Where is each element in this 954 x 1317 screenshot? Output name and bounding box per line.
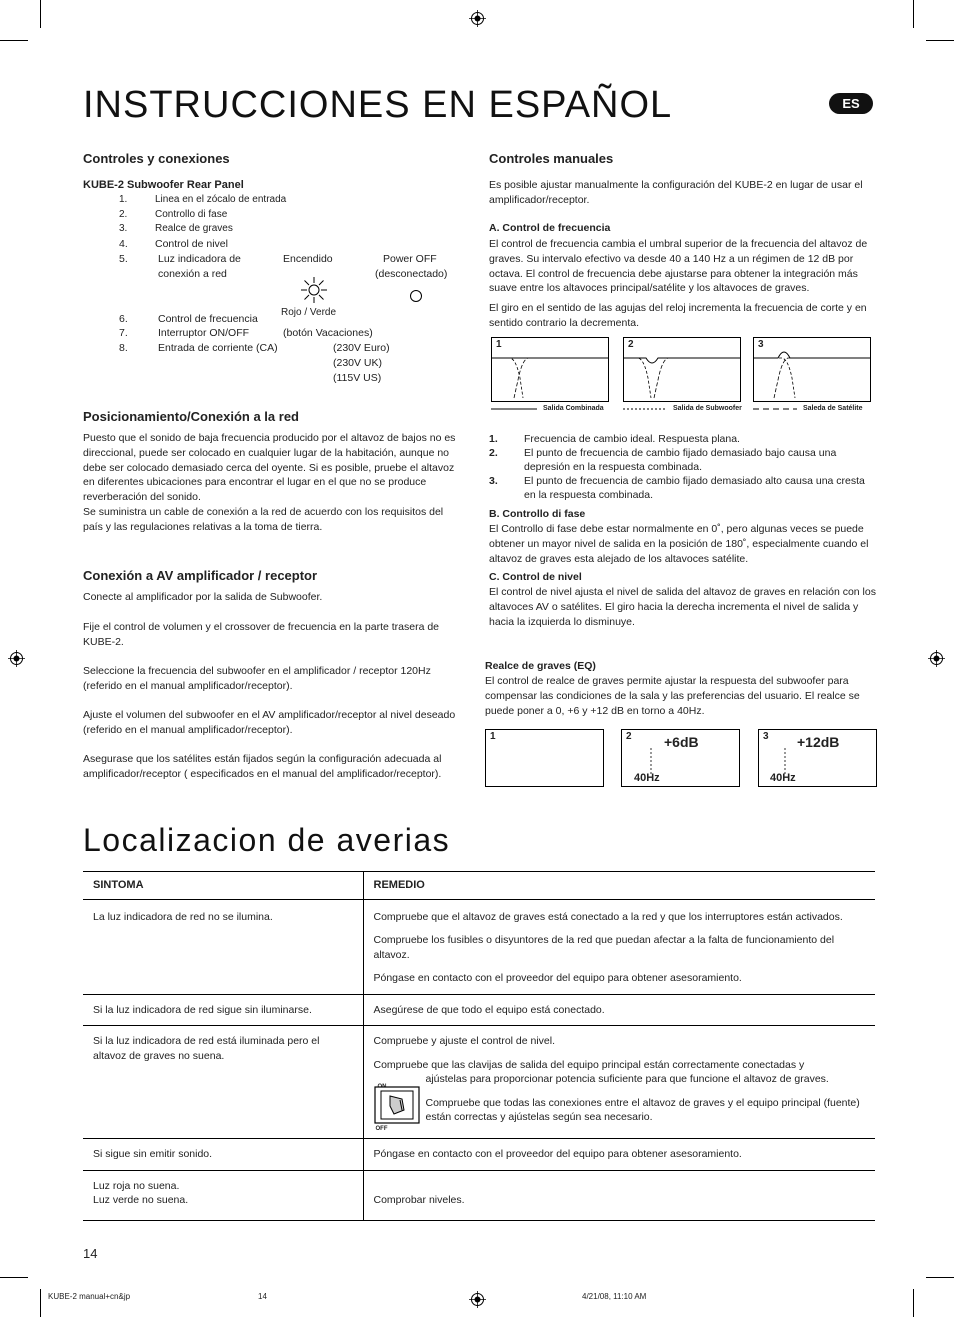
- voltage-option: (230V UK): [333, 357, 383, 369]
- crop-mark: [913, 1289, 914, 1317]
- section-heading-manual: Controles manuales: [489, 151, 614, 166]
- remedy-text: Compruebe los fusibles o disyuntores de la red que puedan afectar a la falta de funcionamiento del altavoz.: [373, 934, 835, 961]
- registration-mark-icon: [469, 10, 486, 27]
- column-header: SINTOMA: [83, 872, 363, 900]
- paragraph: Fije el control de volumen y el crossover de frecuencia en la parte trasera de KUBE-2.: [83, 621, 440, 648]
- section-heading-positioning: Posicionamiento/Conexión a la red: [83, 409, 299, 424]
- led-on-icon: [299, 275, 329, 305]
- remedy-text: ajústelas para proporcionar potencia suficiente para que funcione el altavoz de graves.: [425, 1073, 829, 1085]
- registration-mark-icon: [469, 1291, 486, 1308]
- eq-box-1: 1: [485, 729, 604, 787]
- list-item: 1. Frecuencia de cambio ideal. Respuesta plana.: [489, 433, 740, 445]
- list-item-number: 6.: [119, 313, 128, 325]
- legend-label: Saleda de Satélite: [803, 405, 863, 412]
- troubleshooting-title: Localizacion de averias: [83, 822, 451, 858]
- list-item: 2. Controllo di fase: [119, 208, 228, 220]
- list-item-label: Luz indicadora de: [158, 253, 241, 265]
- rear-panel-list: [119, 193, 459, 251]
- legend-label: Salida Combinada: [543, 405, 604, 412]
- legend-label: Salida de Subwoofer: [673, 405, 742, 412]
- legend-line-dashed-icon: [753, 407, 797, 411]
- crop-mark: [40, 0, 41, 28]
- eq-box-2: 2 +6dB 40Hz: [621, 729, 740, 787]
- subheading-frequency: A. Control de frecuencia: [489, 222, 611, 234]
- eq-marker-icon: [783, 748, 787, 774]
- paragraph: Seleccione la frecuencia del subwoofer en el amplificador / receptor 120Hz (referido en el manual amplificador/receptor).: [83, 665, 431, 692]
- print-slug-date: 4/21/08, 11:10 AM: [582, 1292, 647, 1301]
- symptom-text: Luz verde no suena.: [93, 1194, 189, 1206]
- led-off-icon: [408, 288, 424, 304]
- list-item: 1. Linea en el zócalo de entrada: [119, 194, 287, 205]
- crossover-graph-3: 3: [753, 337, 871, 402]
- remedy-text: Póngase en contacto con el proveedor del equipo para obtener asesoramiento.: [373, 1148, 742, 1160]
- remedy-text: Compruebe y ajuste el control de nivel.: [373, 1035, 556, 1047]
- legend-line-solid-icon: [491, 407, 537, 411]
- list-item: 4. Control de nivel: [119, 237, 228, 250]
- paragraph: El control de realce de graves permite ajustar la respuesta del subwoofer para compensar las condiciones de la sala y las preferencias del usuario. El realce se puede poner a 0, +6 y +12 dB en torno a 40Hz.: [485, 675, 860, 717]
- symptom-text: Luz roja no suena.: [93, 1179, 180, 1192]
- paragraph: Asegurase que los satélites están fijados según la configuración adecuada al amplificador/receptor ( especificados en el manual del amplificador/receptor).: [83, 753, 442, 780]
- symptom-text: Si la luz indicadora de red está iluminada pero el altavoz de graves no suena.: [93, 1035, 320, 1062]
- crop-mark: [40, 1289, 41, 1317]
- legend-line-dotted-icon: [623, 407, 667, 411]
- page-title: INSTRUCCIONES EN ESPAÑOL: [83, 84, 673, 126]
- list-item-label: conexión a red: [158, 268, 227, 280]
- crossover-graph-2: 2: [623, 337, 741, 402]
- list-item-number: 5.: [119, 253, 128, 265]
- eq-freq-label: 40Hz: [770, 772, 796, 784]
- registration-mark-icon: [8, 650, 25, 667]
- eq-gain-label: +6dB: [664, 734, 699, 750]
- paragraph: Conecte al amplificador por la salida de Subwoofer.: [83, 591, 323, 603]
- subheading-level: C. Control de nivel: [489, 571, 582, 583]
- page-number: 14: [83, 1246, 98, 1261]
- remedy-text: Asegúrese de que todo el equipo está conectado.: [373, 1003, 605, 1016]
- troubleshooting-table: [83, 871, 875, 1221]
- print-slug-page: 14: [258, 1292, 267, 1301]
- remedy-text: Compruebe que todas las conexiones entre el altavoz de graves y el equipo principal (fuente) están correctas y ajústelas según sea necesario.: [425, 1096, 860, 1123]
- crop-mark: [926, 1277, 954, 1278]
- list-item: 3. El punto de frecuencia de cambio fijado demasiado alto causa una cresta en la respuesta combinada.: [489, 475, 865, 501]
- table-header-row: [83, 872, 875, 900]
- crop-mark: [913, 0, 914, 28]
- remedy-text: Comprobar niveles.: [373, 1194, 465, 1206]
- eq-gain-label: +12dB: [797, 734, 840, 750]
- paragraph: El giro en el sentido de las agujas del reloj incrementa la frecuencia de corte y en sentido contrario la decrementa.: [489, 302, 867, 329]
- desconectado-label: (desconectado): [375, 268, 448, 280]
- encendido-label: Encendido: [283, 253, 333, 265]
- column-header: REMEDIO: [363, 872, 875, 900]
- table-row: [83, 1026, 875, 1139]
- list-item-number: 7.: [119, 327, 128, 339]
- paragraph: Ajuste el volumen del subwoofer en el AV amplificador/receptor al nivel deseado (referido en el manual amplificador/receptor).: [83, 709, 456, 736]
- table-row: [83, 899, 875, 994]
- paragraph: Se suministra un cable de conexión a la red de acuerdo con los requisitos del país y las regulaciones relativas a la toma de tierra.: [83, 506, 444, 533]
- list-item-extra: (botón Vacaciones): [283, 327, 373, 339]
- remedy-text: Compruebe que las clavijas de salida del equipo principal están correctamente conectadas y: [373, 1058, 805, 1071]
- list-item-label: Control de frecuencia: [158, 313, 258, 325]
- symptom-text: La luz indicadora de red no se ilumina.: [93, 910, 273, 923]
- on-off-switch-icon: OFF: [374, 1080, 426, 1130]
- remedy-text: Póngase en contacto con el proveedor del equipo para obtener asesoramiento.: [373, 972, 742, 984]
- eq-marker-icon: [649, 748, 653, 774]
- paragraph: El Controllo di fase debe estar normalmente en 0˚, pero algunas veces se puede obtener un mayor nivel de salida en la posición de 180˚, especialmente cuando el altavoz de graves esta alejado de los altavoces satélite.: [489, 523, 869, 565]
- list-item-label: Entrada de corriente (CA): [158, 342, 278, 354]
- list-item: 2. El punto de frecuencia de cambio fijado demasiado bajo causa una depresión en la respuesta combinada.: [489, 447, 837, 473]
- paragraph: Es posible ajustar manualmente la configuración del KUBE-2 en lugar de usar el amplificador/receptor.: [489, 179, 863, 206]
- eq-box-3: 3 +12dB 40Hz: [758, 729, 877, 787]
- crop-mark: [926, 40, 954, 41]
- voltage-option: (115V US): [333, 372, 382, 384]
- table-row: [83, 1139, 875, 1171]
- table-row: [83, 1170, 875, 1220]
- symptom-text: Si sigue sin emitir sonido.: [93, 1148, 213, 1160]
- list-item: 3. Realce de graves: [119, 223, 233, 234]
- voltage-option: (230V Euro): [333, 342, 390, 354]
- paragraph: El control de nivel ajusta el nivel de salida del altavoz de graves en relación con los altavoces AV o satélites. El giro hacia la derecha incrementa el nivel de salida y hacia la izquierda lo disminuye.: [489, 586, 876, 628]
- symptom-text: Si la luz indicadora de red sigue sin iluminarse.: [93, 1003, 312, 1016]
- table-row: [83, 994, 875, 1026]
- list-item-number: 8.: [119, 342, 128, 354]
- subheading-phase: B. Controllo di fase: [489, 508, 586, 520]
- section-heading-controls: Controles y conexiones: [83, 151, 230, 166]
- language-badge: ES: [829, 93, 873, 114]
- crossover-graph-1: 1: [491, 337, 609, 402]
- remedy-text: Compruebe que el altavoz de graves está conectado a la red y que los interruptores están activados.: [373, 910, 843, 923]
- registration-mark-icon: [928, 650, 945, 667]
- print-slug-file: KUBE-2 manual+cn&jp: [48, 1292, 131, 1301]
- frequency-result-list: [489, 432, 879, 502]
- panel-heading: KUBE-2 Subwoofer Rear Panel: [83, 179, 244, 191]
- crop-mark: [0, 1277, 28, 1278]
- paragraph: Puesto que el sonido de baja frecuencia producido por el altavoz de bajos no es direccional, puede ser colocado en cualquier lugar de la habitación, aunque no debe ser colocado demasiado cerca del oyente. Si es posible, pruebe el altavoz en diferentes ubicaciones para encontrar el lugar en el que no se produce reverberación del sonido.: [83, 432, 456, 504]
- rojo-verde-label: Rojo / Verde: [281, 307, 337, 318]
- crop-mark: [0, 40, 28, 41]
- power-off-label: Power OFF: [383, 253, 437, 265]
- eq-freq-label: 40Hz: [634, 772, 660, 784]
- subheading-eq: Realce de graves (EQ): [485, 660, 596, 672]
- paragraph: El control de frecuencia cambia el umbral superior de la frecuencia del altavoz de graves. Su intervalo efectivo va desde 40 a 140 Hz a un régimen de 12 dB por octava. El control de frecuencia debe ajustarse para obtener la integración más suave entre los altavoces principal/satélite y los altavoces de graves.: [489, 238, 868, 295]
- list-item-label: Interruptor ON/OFF: [158, 327, 250, 339]
- section-heading-av: Conexión a AV amplificador / receptor: [83, 568, 318, 583]
